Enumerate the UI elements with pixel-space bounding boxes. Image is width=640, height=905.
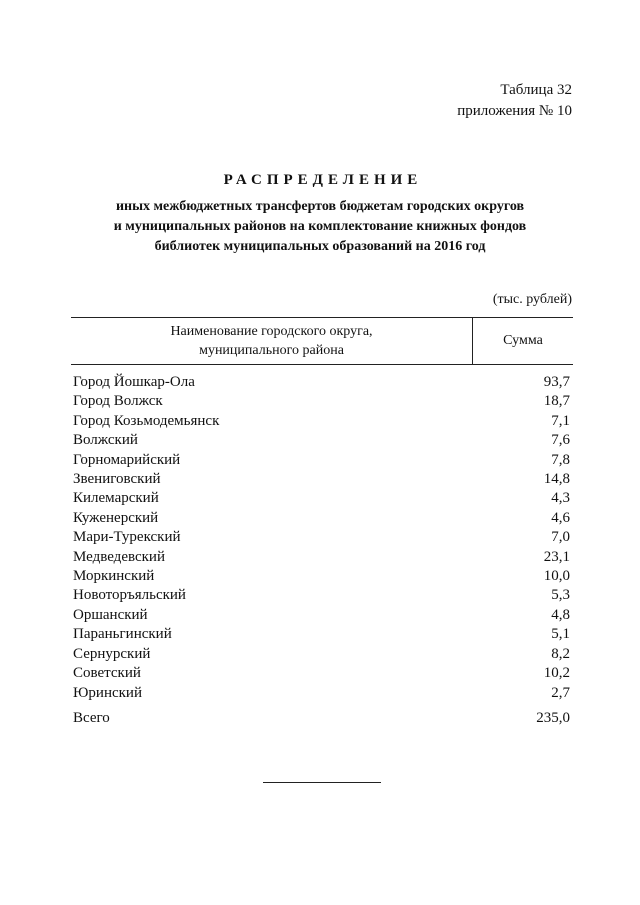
total-label: Всего (73, 709, 110, 726)
table-row (71, 489, 573, 508)
row-name: Сернурский (73, 645, 151, 662)
row-value: 4,6 (551, 509, 570, 526)
row-name: Килемарский (73, 490, 159, 507)
total-value: 235,0 (536, 709, 570, 726)
row-name: Параньгинский (73, 626, 172, 643)
distribution-table (71, 317, 573, 728)
table-row (71, 645, 573, 664)
subtitle-line: и муниципальных районов на комплектование книжных фондов (113, 219, 527, 234)
table-row (71, 412, 573, 431)
table-row (71, 509, 573, 528)
row-value: 10,2 (543, 665, 570, 682)
row-name: Город Волжск (73, 393, 163, 410)
row-value: 93,7 (543, 374, 570, 390)
table-row (71, 664, 573, 683)
row-name: Волжский (73, 432, 138, 449)
appendix-number: приложения № 10 (457, 103, 572, 119)
row-name: Город Йошкар-Ола (73, 374, 195, 390)
column-header-name-line: муниципального района (199, 343, 344, 358)
column-header-name-line: Наименование городского округа, (170, 324, 373, 339)
row-name: Моркинский (73, 568, 155, 585)
document-reference (457, 80, 572, 122)
row-name: Медведевский (73, 548, 165, 565)
row-name: Юринский (73, 684, 142, 701)
table-body (71, 373, 573, 703)
table-row (71, 431, 573, 450)
row-name: Мари-Турекский (73, 529, 181, 546)
table-row (71, 606, 573, 625)
table-header (71, 317, 573, 365)
table-row (71, 470, 573, 489)
row-value: 7,8 (551, 451, 570, 468)
row-value: 10,0 (543, 568, 570, 585)
table-number: Таблица 32 (500, 82, 572, 98)
row-name: Куженерский (73, 509, 159, 526)
subtitle-line: иных межбюджетных трансфертов бюджетам городских округов (115, 199, 525, 214)
table-row (71, 373, 573, 392)
table-row-total (71, 709, 573, 728)
row-name: Новоторъяльский (73, 587, 186, 604)
row-value: 2,7 (551, 684, 570, 701)
table-row (71, 586, 573, 605)
subtitle-line: библиотек муниципальных образований на 2016 год (154, 239, 486, 254)
row-value: 23,1 (543, 548, 570, 565)
table-row (71, 548, 573, 567)
row-name: Оршанский (73, 606, 148, 623)
row-value: 8,2 (551, 645, 570, 662)
end-divider (263, 782, 381, 783)
table-row (71, 625, 573, 644)
row-value: 5,3 (551, 587, 570, 604)
table-row (71, 567, 573, 586)
document-subtitle (80, 197, 560, 257)
row-value: 7,6 (551, 432, 570, 449)
table-row (71, 684, 573, 703)
row-value: 4,8 (551, 606, 570, 623)
table-row (71, 451, 573, 470)
row-value: 7,1 (551, 412, 570, 429)
column-header-name (71, 318, 473, 364)
table-row (71, 528, 573, 547)
row-value: 14,8 (543, 471, 570, 488)
column-header-sum: Сумма (503, 333, 543, 348)
row-value: 18,7 (543, 393, 570, 410)
row-name: Советский (73, 665, 141, 682)
row-name: Звениговский (73, 471, 161, 488)
units-note: (тыс. рублей) (492, 292, 572, 307)
table-row (71, 392, 573, 411)
row-value: 4,3 (551, 490, 570, 507)
row-value: 7,0 (551, 529, 570, 546)
row-value: 5,1 (551, 626, 570, 643)
row-name: Город Козьмодемьянск (73, 412, 220, 429)
row-name: Горномарийский (73, 451, 181, 468)
document-title: РАСПРЕДЕЛЕНИЕ (223, 172, 423, 188)
